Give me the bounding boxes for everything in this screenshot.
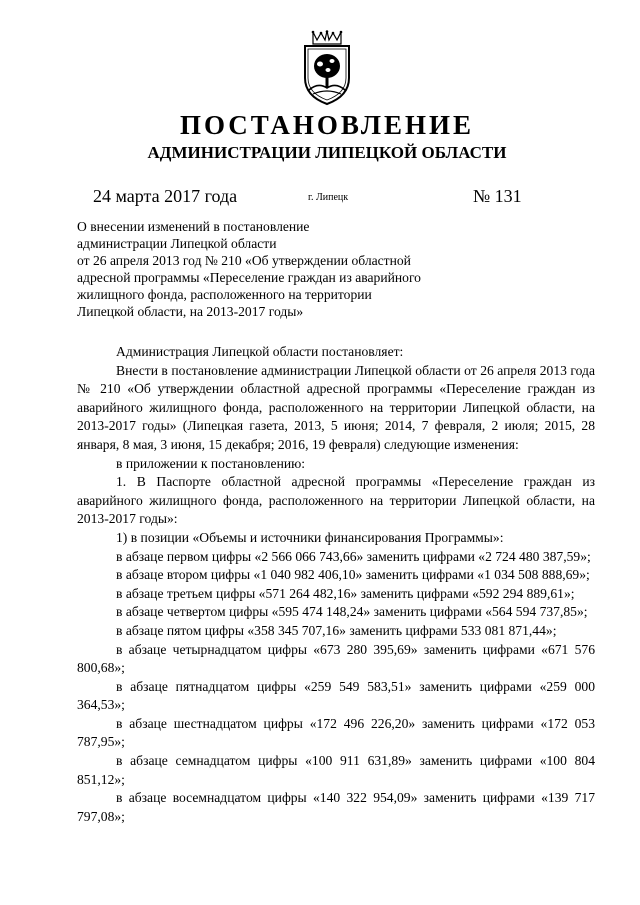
body-paragraph: в приложении к постановлению: <box>116 455 306 471</box>
subject-line: О внесении изменений в постановление <box>77 219 310 234</box>
body-paragraph: Внести в постановление администрации Липецкой области от 26 апреля 2013 года № 210 «Об утверждении областной адресной программы «Переселение граждан из аварийного жилищного фонда, расположенного на территории Липецкой области, на 2013-2017 годы» (Липецкая газета, 2013, 5 июня; 2014, 7 февраля, 2 июля; 2015, 28 января, 8 мая, 3 июня, 15 декабря; 2016, 19 февраля) следующие изменения: <box>77 362 595 452</box>
body-paragraph: Администрация Липецкой области постановляет: <box>116 344 404 359</box>
document-date: 24 марта 2017 года <box>93 186 238 206</box>
subject-line: администрации Липецкой области <box>77 236 277 251</box>
body-paragraph: в абзаце пятом цифры «358 345 707,16» заменить цифрами 533 081 871,44»; <box>116 622 557 638</box>
body-paragraph: 1) в позиции «Объемы и источники финансирования Программы»: <box>116 529 504 545</box>
body-paragraph: в абзаце четырнадцатом цифры «673 280 395,69» заменить цифрами «671 576 800,68»; <box>77 641 595 676</box>
document-subject <box>77 218 497 320</box>
document-city: г. Липецк <box>308 192 349 203</box>
body-paragraph: в абзаце четвертом цифры «595 474 148,24» заменить цифрами «564 594 737,85»; <box>116 604 588 620</box>
document-body <box>77 343 595 826</box>
body-paragraph: в абзаце втором цифры «1 040 982 406,10» заменить цифрами «1 034 508 888,69»; <box>116 567 590 583</box>
body-paragraph: в абзаце семнадцатом цифры «100 911 631,89» заменить цифрами «100 804 851,12»; <box>77 753 595 787</box>
document-issuer: АДМИНИСТРАЦИИ ЛИПЕЦКОЙ ОБЛАСТИ <box>147 143 507 162</box>
subject-line: Липецкой области, на 2013-2017 годы» <box>77 304 304 319</box>
body-paragraph: в абзаце шестнадцатом цифры «172 496 226,20» заменить цифрами «172 053 787,95»; <box>77 715 595 750</box>
document-number: № 131 <box>473 186 522 206</box>
subject-line: адресной программы «Переселение граждан из аварийного <box>77 270 421 285</box>
body-paragraph: 1. В Паспорте областной адресной программы «Переселение граждан из аварийного жилищного фонда, расположенного на территории Липецкой области, на 2013-2017 годы»: <box>77 474 595 527</box>
body-paragraph: в абзаце пятнадцатом цифры «259 549 583,51» заменить цифрами «259 000 364,53»; <box>77 678 595 713</box>
subject-line: жилищного фонда, расположенного на территории <box>77 287 372 302</box>
document-title: ПОСТАНОВЛЕНИЕ <box>179 110 475 140</box>
coat-of-arms-icon <box>299 30 355 106</box>
body-paragraph: в абзаце первом цифры «2 566 066 743,66» заменить цифрами «2 724 480 387,59»; <box>116 548 591 564</box>
body-paragraph: в абзаце восемнадцатом цифры «140 322 954,09» заменить цифрами «139 717 797,08»; <box>77 790 595 824</box>
subject-line: от 26 апреля 2013 год № 210 «Об утверждении областной <box>77 253 411 268</box>
emblem <box>299 30 355 106</box>
body-paragraph: в абзаце третьем цифры «571 264 482,16» заменить цифрами «592 294 889,61»; <box>116 585 575 601</box>
